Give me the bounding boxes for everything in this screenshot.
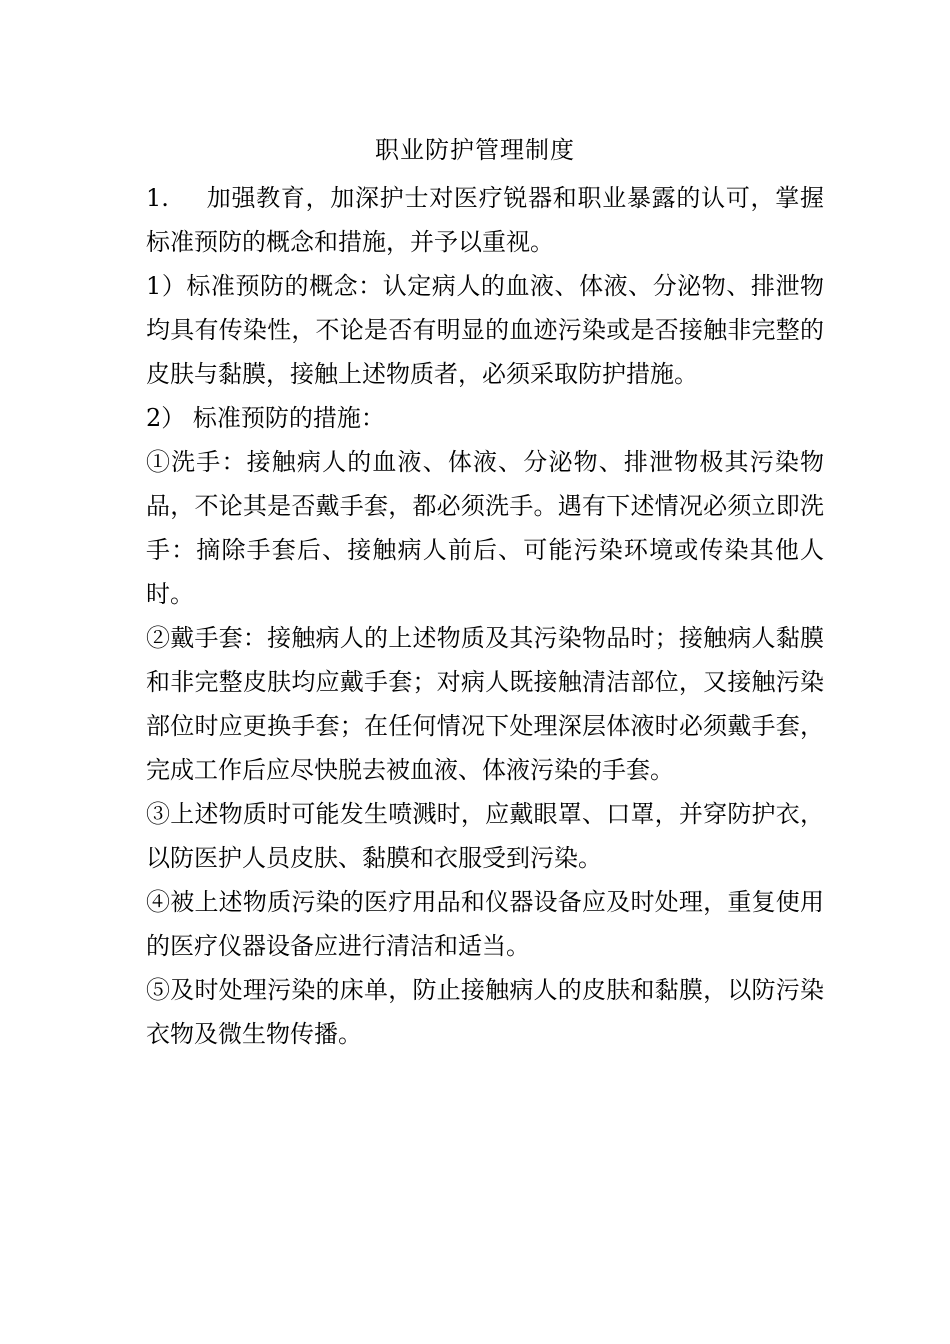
paragraph-gloves: ②戴手套：接触病人的上述物质及其污染物品时；接触病人黏膜和非完整皮肤均应戴手套；对病人既接触清洁部位，又接触污染部位时应更换手套；在任何情况下处理深层体液时必须戴手套，完成工作后应尽快脱去被血液、体液污染的手套。 <box>146 624 824 784</box>
document-title: 职业防护管理制度 <box>375 136 575 164</box>
paragraph-linen: ⑤及时处理污染的床单，防止接触病人的皮肤和黏膜，以防污染衣物及微生物传播。 <box>146 976 824 1048</box>
paragraph-handwashing: ①洗手：接触病人的血液、体液、分泌物、排泄物极其污染物品，不论其是否戴手套，都必须洗手。遇有下述情况必须立即洗手：摘除手套后、接触病人前后、可能污染环境或传染其他人时。 <box>146 448 824 608</box>
paragraph-equipment: ④被上述物质污染的医疗用品和仪器设备应及时处理，重复使用的医疗仪器设备应进行清洁和适当。 <box>146 888 824 960</box>
paragraph-concept: 1）标准预防的概念：认定病人的血液、体液、分泌物、排泄物均具有传染性，不论是否有明显的血迹污染或是否接触非完整的皮肤与黏膜，接触上述物质者，必须采取防护措施。 <box>146 272 824 388</box>
paragraph-text: 加强教育，加深护士对医疗锐器和职业暴露的认可，掌握标准预防的概念和措施，并予以重视。 <box>146 184 824 256</box>
paragraph-1 <box>146 176 824 264</box>
document-body <box>146 176 824 1056</box>
paragraph-measures-heading: 2） 标准预防的措施： <box>146 404 385 432</box>
paragraph-number: 1. <box>146 184 169 212</box>
paragraph-splash-protection: ③上述物质时可能发生喷溅时，应戴眼罩、口罩，并穿防护衣，以防医护人员皮肤、黏膜和衣服受到污染。 <box>146 800 824 872</box>
